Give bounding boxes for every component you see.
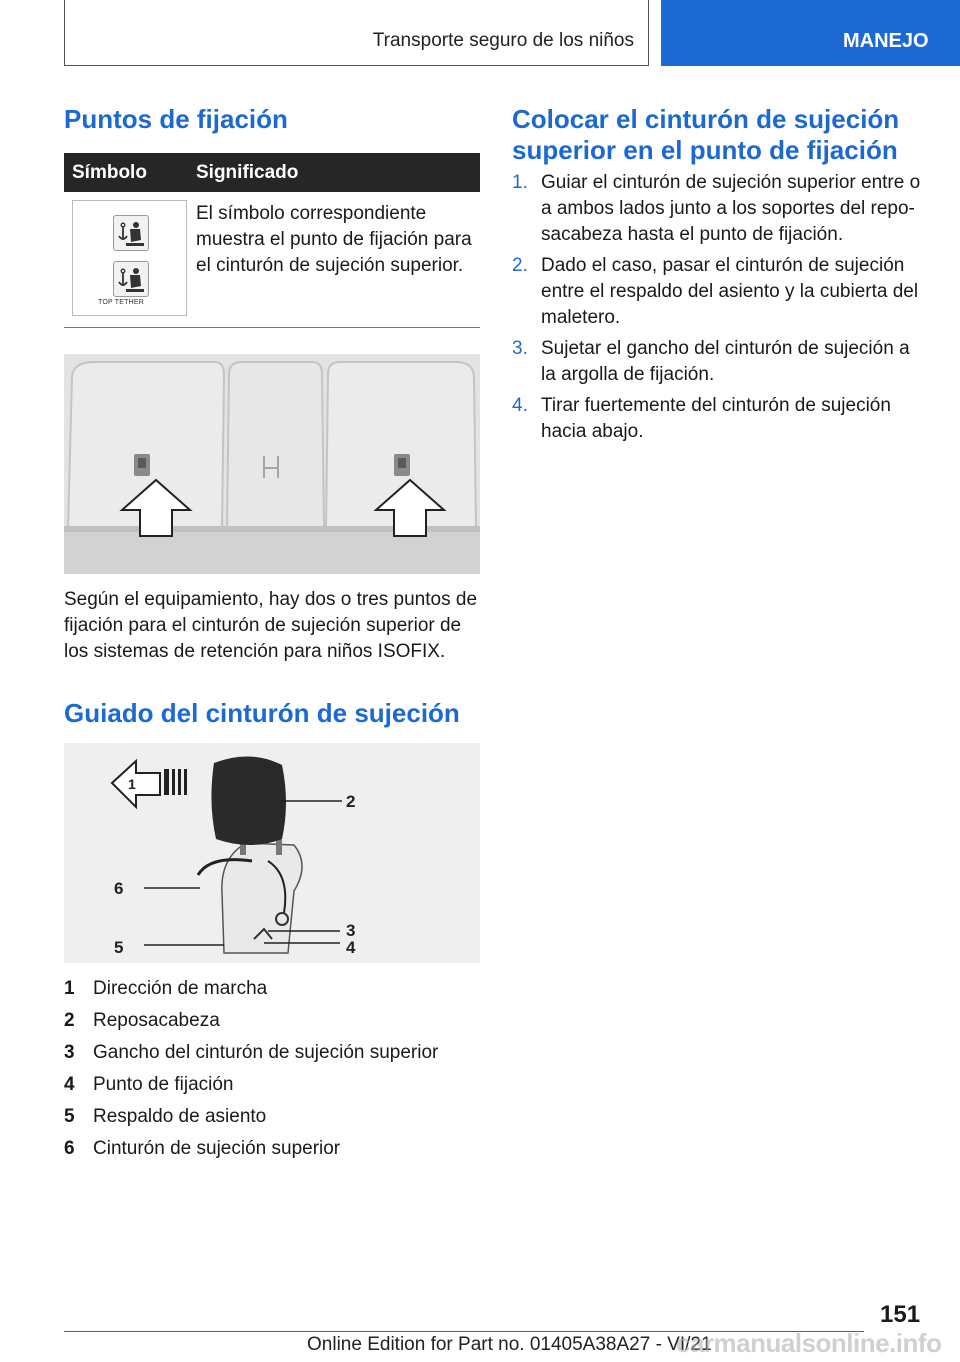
step-number: 1. (512, 172, 528, 193)
table-header (64, 153, 480, 192)
legend-item (64, 1040, 484, 1072)
callout-5: 5 (114, 938, 124, 957)
heading-attach-belt-line1: Colocar el cinturón de sujeción (512, 104, 900, 134)
header-chapter-label: MANEJO (843, 30, 929, 52)
legend-text: Reposacabeza (93, 1010, 220, 1031)
callout-6: 6 (114, 879, 124, 898)
legend-text: Dirección de marcha (93, 978, 268, 999)
step-item (512, 253, 927, 331)
top-tether-caption: TOP TETHER (98, 299, 144, 306)
legend-item (64, 1008, 484, 1040)
legend-item (64, 976, 484, 1008)
top-tether-symbol (72, 200, 187, 316)
legend-num: 6 (64, 1138, 75, 1159)
table-col-symbol: Símbolo (72, 162, 147, 183)
legend-text: Punto de fijación (93, 1074, 234, 1095)
step-item (512, 336, 927, 388)
child-seat-anchor-icon (113, 215, 149, 251)
step-text: Sujetar el gancho del cinturón de sujeción a la argolla de fijación. (541, 338, 910, 385)
callout-4: 4 (346, 938, 356, 957)
header-section-box (64, 0, 649, 66)
step-text: Dado el caso, pasar el cinturón de sujeción entre el respaldo del asiento y la cubierta del maletero. (541, 255, 919, 328)
anchor-points-paragraph: Según el equipamiento, hay dos o tres puntos de fijación para el cinturón de sujeción superior de los sistemas de retención para niños ISOFIX. (64, 589, 478, 662)
legend-num: 1 (64, 978, 75, 999)
legend-text: Cinturón de sujeción superior (93, 1138, 341, 1159)
step-number: 4. (512, 395, 528, 416)
callout-1: 1 (128, 776, 136, 792)
table-meaning-text: El símbolo correspondiente muestra el punto de fijación para el cinturón de sujeción superior. (196, 203, 472, 276)
watermark: carmanualsonline.info (676, 1328, 942, 1358)
heading-anchor-points: Puntos de fijación (64, 104, 288, 134)
legend-item (64, 1104, 484, 1136)
table-col-meaning: Significado (196, 162, 299, 183)
legend-num: 3 (64, 1042, 75, 1063)
footer-edition-text: Online Edition for Part no. 01405A38A27 - VI/21 (307, 1334, 712, 1355)
legend-text: Respaldo de asiento (93, 1106, 267, 1127)
legend-item (64, 1072, 484, 1104)
callout-2: 2 (346, 792, 356, 811)
anchor-points-photo (64, 354, 480, 574)
step-number: 3. (512, 338, 528, 359)
step-item (512, 170, 927, 248)
header-chapter-tab[interactable] (661, 0, 960, 66)
legend-num: 4 (64, 1074, 75, 1095)
top-tether-icon (113, 261, 149, 297)
tether-routing-diagram (64, 743, 480, 963)
page-number: 151 (880, 1301, 921, 1328)
step-number: 2. (512, 255, 528, 276)
legend-item (64, 1136, 484, 1168)
step-text: Guiar el cinturón de sujeción superior entre o a ambos lados junto a los soportes del repo-sacabeza hasta el punto de fijación. (541, 172, 921, 245)
attach-steps-list (512, 170, 927, 450)
legend-num: 5 (64, 1106, 75, 1127)
step-text: Tirar fuertemente del cinturón de sujeción hacia abajo. (541, 395, 891, 442)
legend-num: 2 (64, 1010, 75, 1031)
step-item (512, 393, 927, 445)
header-section-title: Transporte seguro de los niños (372, 30, 634, 51)
heading-guide-belt: Guiado del cinturón de sujeción (64, 698, 460, 728)
heading-attach-belt-line2: superior en el punto de fijación (512, 135, 898, 165)
callout-3: 3 (346, 921, 356, 940)
diagram-legend (64, 976, 484, 1168)
legend-text: Gancho del cinturón de sujeción superior (93, 1042, 439, 1063)
table-bottom-rule (64, 327, 480, 328)
